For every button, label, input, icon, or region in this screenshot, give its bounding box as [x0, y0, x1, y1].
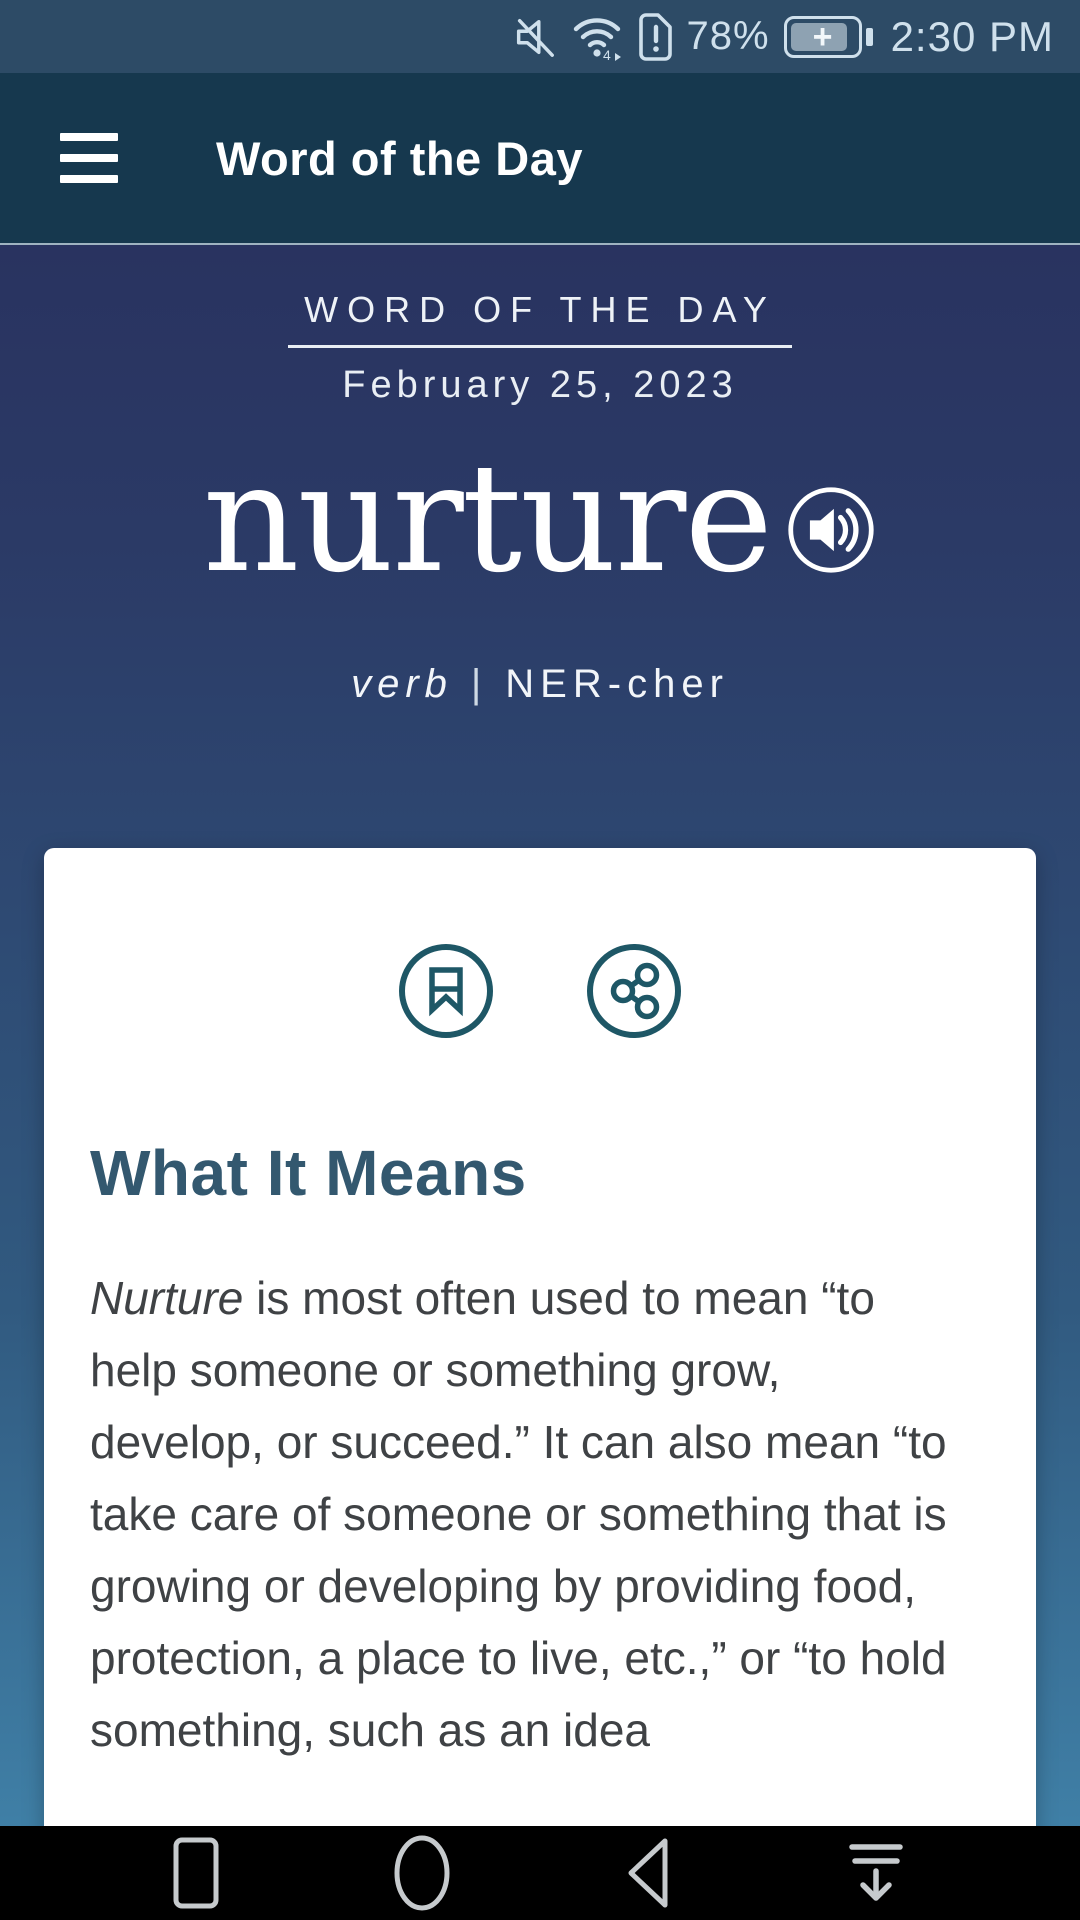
sim-alert-icon — [637, 12, 673, 62]
eyebrow-underline — [288, 289, 792, 348]
hero-section — [0, 245, 1080, 707]
battery-nub — [866, 28, 873, 46]
hamburger-menu-icon[interactable] — [60, 133, 118, 183]
definition-body: is most often used to mean “to help someone or something grow, develop, or succeed.” It can also mean “to take care of someone or something that is growing or developing by providing food, protection, a place to live, etc.,” or “to hold something, such as an idea — [90, 1272, 947, 1756]
part-of-speech: verb — [351, 661, 453, 706]
app-title: Word of the Day — [216, 131, 583, 185]
what-it-means-heading: What It Means — [90, 1137, 527, 1209]
pronunciation-row — [0, 662, 1080, 707]
wifi-icon — [571, 13, 623, 61]
word-of-the-day: nurture — [202, 432, 772, 606]
word-date: February 25, 2023 — [342, 364, 738, 406]
recents-icon[interactable] — [172, 1836, 220, 1910]
card-actions — [44, 942, 1036, 1040]
definition-lead-word: Nurture — [90, 1272, 244, 1324]
speaker-audio-icon[interactable] — [785, 484, 877, 581]
pronunciation: NER-cher — [505, 661, 729, 706]
eyebrow-label: WORD OF THE DAY — [304, 289, 776, 330]
pron-divider: | — [470, 661, 488, 706]
definition-card — [44, 848, 1036, 1920]
status-bar — [0, 0, 1080, 73]
battery-charging-icon: + — [784, 16, 862, 58]
battery-percent: 78% — [686, 14, 770, 58]
hide-navbar-icon[interactable] — [844, 1839, 908, 1907]
app-bar — [0, 73, 1080, 245]
bookmark-icon[interactable] — [397, 942, 495, 1040]
svg-text:4: 4 — [602, 46, 611, 61]
word-row — [0, 433, 1080, 606]
back-icon[interactable] — [623, 1836, 671, 1910]
android-nav-bar — [0, 1826, 1080, 1920]
status-time: 2:30 PM — [890, 12, 1054, 60]
home-icon[interactable] — [393, 1834, 451, 1912]
muted-speaker-icon — [511, 14, 557, 60]
share-icon[interactable] — [585, 942, 683, 1040]
definition-text — [90, 1262, 962, 1766]
